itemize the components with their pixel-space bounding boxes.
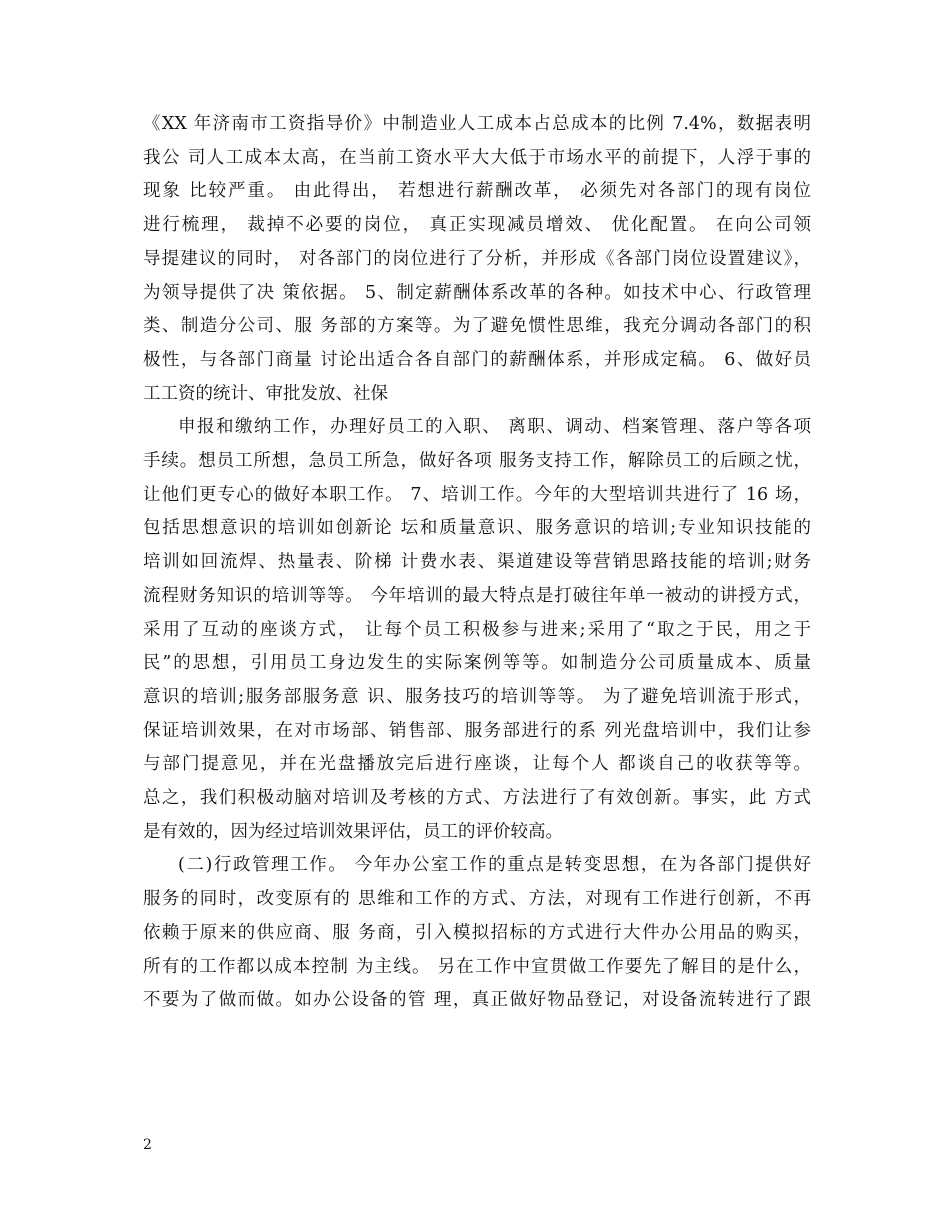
document-body [143, 108, 811, 1018]
text-line: 导提建议的同时， 对各部门的岗位进行了分析，并形成《各部门岗位设置建议》， [143, 248, 811, 269]
text-line: 采用了互动的座谈方式， 让每个员工积极参与进来;采用了“取之于民，用之于 [143, 619, 811, 640]
text-line: 服务的同时，改变原有的 思维和工作的方式、方法，对现有工作进行创新，不再 [143, 889, 811, 910]
text-line: 我公 司人工成本太高，在当前工资水平大大低于市场水平的前提下，人浮于事的 [143, 147, 811, 168]
text-line: 意识的培训;服务部服务意 识、服务技巧的培训等等。 为了避免培训流于形式， [143, 686, 811, 707]
text-line: 为领导提供了决 策依据。 5、制定薪酬体系改革的各种。如技术中心、行政管理 [143, 282, 811, 303]
text-line: 《XX 年济南市工资指导价》中制造业人工成本占总成本的比例 7.4%，数据表明 [143, 114, 811, 134]
page-number: 2 [143, 1137, 152, 1153]
paragraph-salary-reform [143, 108, 811, 411]
text-line: 不要为了做而做。如办公设备的管 理，真正做好物品登记，对设备流转进行了跟 [143, 990, 811, 1011]
text-line: 包括思想意识的培训如创新论 坛和质量意识、服务意识的培训;专业知识技能的 [143, 518, 811, 539]
text-line: 类、制造分公司、服 务部的方案等。为了避免惯性思维，我充分调动各部门的积 [143, 316, 811, 337]
text-line: 申报和缴纳工作，办理好员工的入职、 离职、调动、档案管理、落户等各项 [178, 417, 811, 438]
text-line: 极性，与各部门商量 讨论出适合各自部门的薪酬体系，并形成定稿。 6、做好员 [143, 349, 811, 370]
text-line: 工工资的统计、审批发放、社保 [143, 383, 388, 404]
text-line: 培训如回流焊、热量表、阶梯 计费水表、渠道建设等营销思路技能的培训;财务 [143, 552, 811, 573]
paragraph-training [143, 411, 811, 849]
text-line: 保证培训效果，在对市场部、销售部、服务部进行的系 列光盘培训中，我们让参 [143, 720, 811, 741]
text-line: 民”的思想，引用员工身边发生的实际案例等等。如制造分公司质量成本、质量 [143, 653, 811, 674]
text-line: 是有效的，因为经过培训效果评估，员工的评价较高。 [143, 821, 563, 842]
text-line: 进行梳理， 裁掉不必要的岗位， 真正实现减员增效、 优化配置。 在向公司领 [143, 215, 811, 236]
text-line: 让他们更专心的做好本职工作。 7、培训工作。今年的大型培训共进行了 16 场， [143, 484, 811, 505]
text-line: 依赖于原来的供应商、服 务商，引入模拟招标的方式进行大件办公用品的购买， [143, 922, 811, 943]
text-line: (二)行政管理工作。 今年办公室工作的重点是转变思想，在为各部门提供好 [178, 855, 811, 876]
paragraph-administration [143, 849, 811, 1018]
text-line: 流程财务知识的培训等等。 今年培训的最大特点是打破往年单一被动的讲授方式， [143, 585, 811, 606]
text-line: 与部门提意见，并在光盘播放完后进行座谈，让每个人 都谈自己的收获等等。 [143, 754, 811, 775]
text-line: 所有的工作都以成本控制 为主线。 另在工作中宣贯做工作要先了解目的是什么， [143, 956, 811, 977]
text-line: 总之，我们积极动脑对培训及考核的方式、方法进行了有效创新。事实，此 方式 [143, 788, 811, 809]
text-line: 现象 比较严重。 由此得出， 若想进行薪酬改革， 必须先对各部门的现有岗位 [143, 181, 811, 202]
text-line: 手续。想员工所想，急员工所急，做好各项 服务支持工作，解除员工的后顾之忧， [143, 451, 811, 472]
